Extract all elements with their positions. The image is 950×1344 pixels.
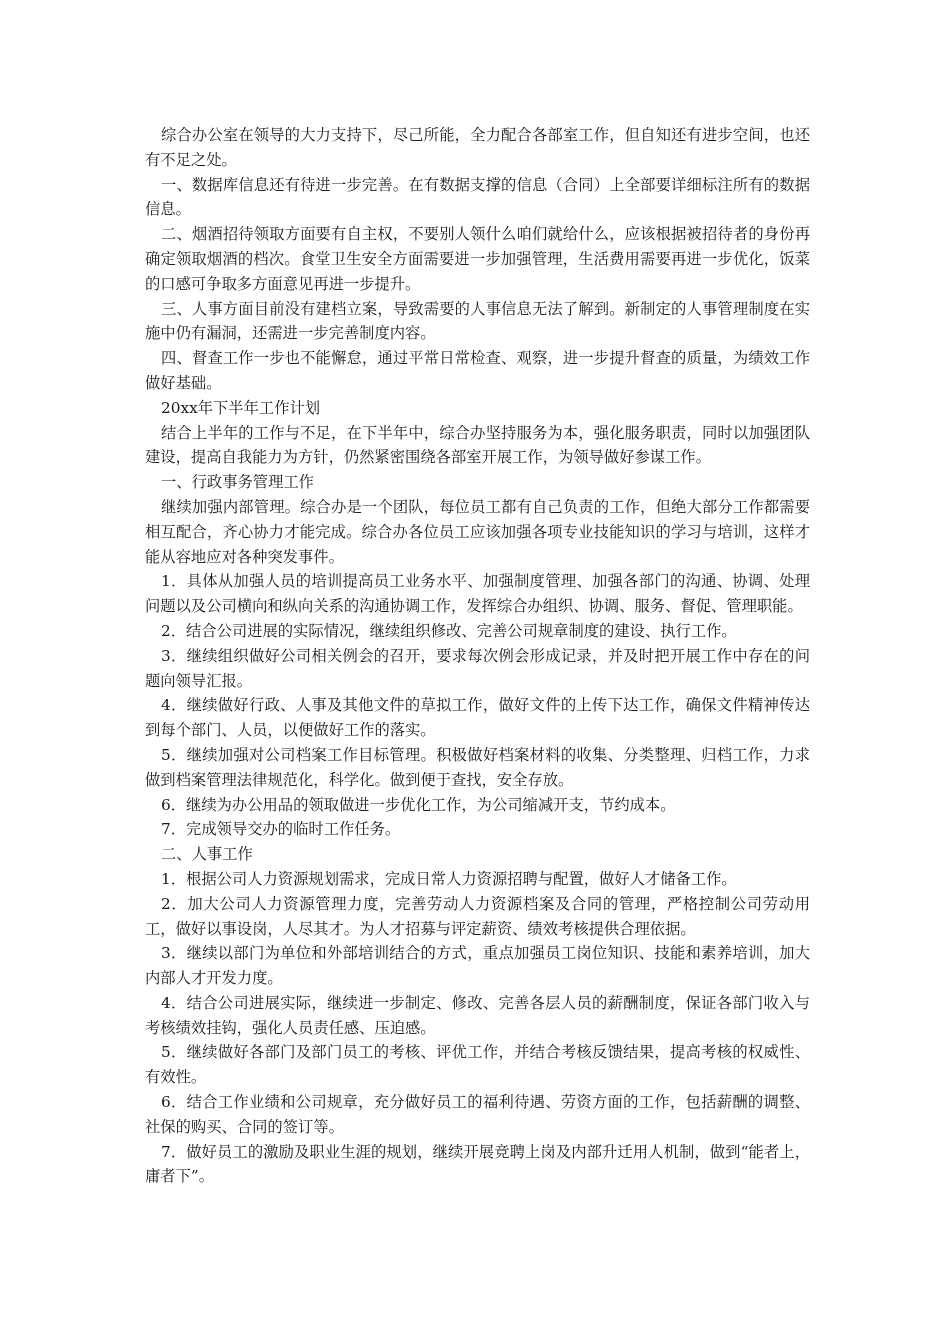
- paragraph-issue-4: 四、督查工作一步也不能懈怠，通过平常日常检查、观察，进一步提升督查的质量，为绩效工作做好基础。: [145, 349, 810, 392]
- admin-item-1: 1．具体从加强人员的培训提高员工业务水平、加强制度管理、加强各部门的沟通、协调、处理问题以及公司横向和纵向关系的沟通协调工作，发挥综合办组织、协调、服务、督促、管理职能。: [145, 572, 810, 616]
- section-heading-admin: 一、行政事务管理工作: [161, 473, 314, 492]
- paragraph-issue-3: 三、人事方面目前没有建档立案，导致需要的人事信息无法了解到。新制定的人事管理制度在实施中仍有漏洞，还需进一步完善制度内容。: [145, 299, 810, 343]
- admin-item-4: 4．继续做好行政、人事及其他文件的草拟工作，做好文件的上传下达工作，确保文件精神传达到每个部门、人员，以便做好工作的落实。: [145, 696, 810, 740]
- section-heading-hr: 二、人事工作: [161, 845, 253, 864]
- paragraph-issue-1: 一、数据库信息还有待进一步完善。在有数据支撑的信息（合同）上全部要详细标注所有的数据信息。: [145, 175, 810, 219]
- paragraph-intro: 综合办公室在领导的大力支持下，尽己所能，全力配合各部室工作，但自知还有进步空间，也还有不足之处。: [145, 126, 810, 169]
- hr-item-3: 3．继续以部门为单位和外部培训结合的方式，重点加强员工岗位知识、技能和素养培训，加大内部人才开发力度。: [145, 944, 810, 988]
- paragraph-admin-intro: 继续加强内部管理。综合办是一个团队，每位员工都有自己负责的工作，但绝大部分工作都需要相互配合，齐心协力才能完成。综合办各位员工应该加强各项专业技能知识的学习与培训，这样才能从容地应对各种突发事件。: [145, 497, 810, 566]
- section-heading-plan: 20xx年下半年工作计划: [161, 398, 321, 417]
- hr-item-6: 6．结合工作业绩和公司规章，充分做好员工的福利待遇、劳资方面的工作，包括薪酬的调整、社保的购买、合同的签订等。: [145, 1093, 810, 1136]
- hr-item-1: 1．根据公司人力资源规划需求，完成日常人力资源招聘与配置，做好人才储备工作。: [161, 869, 737, 888]
- hr-item-7: 7．做好员工的激励及职业生涯的规划，继续开展竞聘上岗及内部升迁用人机制，做到“能者上，庸者下”。: [145, 1142, 810, 1186]
- paragraph-issue-2: 二、烟酒招待领取方面要有自主权，不要别人领什么咱们就给什么，应该根据被招待者的身份再确定领取烟酒的档次。食堂卫生安全方面需要进一步加强管理，生活费用需要再进一步优化，饭菜的口感可争取多方面意见再进一步提升。: [145, 225, 810, 293]
- admin-item-7: 7．完成领导交办的临时工作任务。: [161, 820, 401, 839]
- paragraph-plan-intro: 结合上半年的工作与不足，在下半年中，综合办坚持服务为本，强化服务职责，同时以加强团队建设，提高自我能力为方针，仍然紧密围绕各部室开展工作，为领导做好参谋工作。: [145, 423, 810, 467]
- admin-item-2: 2．结合公司进展的实际情况，继续组织修改、完善公司规章制度的建设、执行工作。: [161, 621, 737, 640]
- admin-item-5: 5．继续加强对公司档案工作目标管理。积极做好档案材料的收集、分类整理、归档工作，力求做到档案管理法律规范化，科学化。做到便于查找，安全存放。: [145, 745, 810, 789]
- admin-item-6: 6．继续为办公用品的领取做进一步优化工作，为公司缩减开支，节约成本。: [161, 795, 676, 814]
- hr-item-2: 2．加大公司人力资源管理力度，完善劳动人力资源档案及合同的管理，严格控制公司劳动用工，做好以事设岗，人尽其才。为人才招募与评定薪资、绩效考核提供合理依据。: [145, 894, 810, 938]
- hr-item-4: 4．结合公司进展实际，继续进一步制定、修改、完善各层人员的薪酬制度，保证各部门收入与考核绩效挂钩，强化人员责任感、压迫感。: [145, 993, 810, 1037]
- admin-item-3: 3．继续组织做好公司相关例会的召开，要求每次例会形成记录，并及时把开展工作中存在的问题向领导汇报。: [145, 646, 810, 690]
- document-body: [145, 123, 810, 1189]
- hr-item-5: 5．继续做好各部门及部门员工的考核、评优工作，并结合考核反馈结果，提高考核的权威性、有效性。: [145, 1043, 810, 1087]
